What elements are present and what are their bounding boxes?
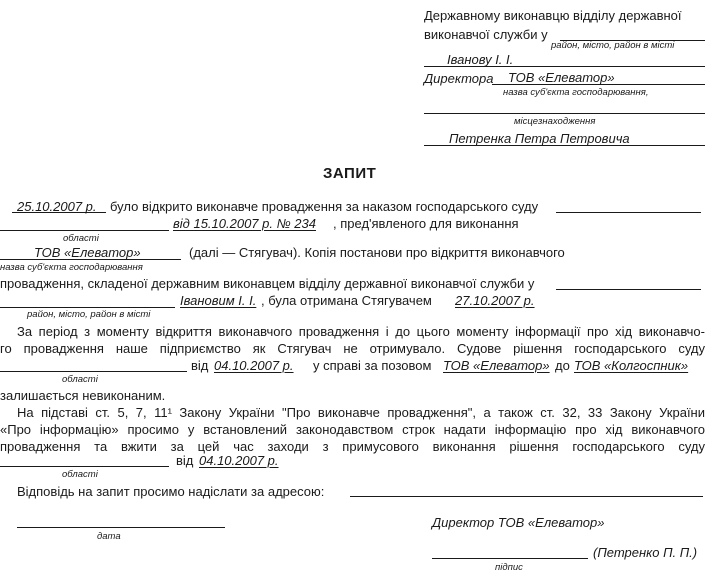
header-director-name: Петренка Петра Петровича	[449, 131, 630, 146]
p2-line2: го провадження наше підприємство як Стягувач не отримувало. Судове рішення господарського суду	[0, 341, 705, 356]
footer-signer-name: (Петренко П. П.)	[593, 545, 698, 560]
header-entity-caption: назва суб'єкта господарювання,	[503, 87, 649, 98]
p2-plaintiff: ТОВ «Елеватор»	[443, 358, 550, 373]
p1-text4: провадження, складеної державним виконавцем відділу державної виконавчої служби у	[0, 276, 535, 291]
footer-date-line	[17, 527, 225, 528]
header-region-caption: район, місто, район в місті	[551, 40, 675, 51]
document-title: ЗАПИТ	[323, 165, 377, 182]
footer-signature-caption: підпис	[495, 562, 523, 573]
p1-region-caption: район, місто, район в місті	[27, 309, 151, 320]
p4-text: Відповідь на запит просимо надіслати за адресою:	[17, 484, 325, 499]
p2-defendant: ТОВ «Колгоспник»	[574, 358, 689, 373]
p1-court-line	[556, 212, 701, 213]
header-executor-name: Іванову І. І.	[447, 52, 514, 67]
p1-company: ТОВ «Елеватор»	[34, 245, 141, 260]
p1-order: від 15.10.2007 р. № 234	[173, 216, 316, 231]
p2-date: 04.10.2007 р.	[214, 358, 294, 373]
p3-oblast-line	[0, 466, 169, 467]
p2-oblast-caption: області	[62, 374, 98, 385]
p3-date: 04.10.2007 р.	[199, 453, 279, 468]
p4-address-line	[350, 496, 703, 497]
p1-oblast-line	[0, 230, 169, 231]
header-location-caption: місцезнаходження	[514, 116, 596, 127]
p3-line1: На підставі ст. 5, 7, 11¹ Закону України "Про виконавче провадження", а також ст. 32, 33 Закону України	[17, 405, 705, 420]
p2-oblast-line	[0, 371, 187, 372]
p2-to: до	[555, 358, 570, 373]
p1-region-line	[556, 289, 701, 290]
header-company: ТОВ «Елеватор»	[508, 70, 615, 85]
p2-line1: За період з моменту відкриття виконавчого провадження і до цього моменту інформації про хід виконавчо-	[17, 324, 705, 339]
p1-date: 25.10.2007 р.	[17, 199, 97, 214]
footer-signer-title: Директор ТОВ «Елеватор»	[432, 515, 605, 530]
header-addressee-line2: виконавчої служби у	[424, 27, 548, 42]
p3-line3: провадження та вжити за цей час заходи з примусового виконання рішення господарського суду	[0, 439, 705, 454]
p1-region-line2	[0, 307, 175, 308]
p1-text2: , пред'явленого для виконання	[333, 216, 519, 231]
p2-line4: залишається невиконаним.	[0, 388, 166, 403]
header-location-line	[424, 113, 705, 114]
footer-date-caption: дата	[97, 531, 121, 542]
p3-line2: «Про інформацію» просимо у встановлений законодавством строк надати інформацію про хід виконавчого	[0, 422, 705, 437]
p3-from: від	[176, 453, 194, 468]
p1-text3: (далі — Стягувач). Копія постанови про відкриття виконавчого	[189, 245, 565, 260]
p1-received-date: 27.10.2007 р.	[455, 293, 535, 308]
p2-from: від	[191, 358, 209, 373]
p1-text: було відкрито виконавче провадження за наказом господарського суду	[110, 199, 539, 214]
p1-executor: Івановим І. І.	[180, 293, 257, 308]
p2-case: у справі за позовом	[313, 358, 432, 373]
footer-signature-line	[432, 558, 588, 559]
header-addressee-line1: Державному виконавцю відділу державної	[424, 8, 682, 23]
p1-text5: , була отримана Стягувачем	[261, 293, 432, 308]
header-director-label: Директора	[424, 71, 494, 86]
p3-oblast-caption: області	[62, 469, 98, 480]
p1-entity-caption: назва суб'єкта господарювання	[0, 262, 143, 273]
p1-oblast-caption: області	[63, 233, 99, 244]
